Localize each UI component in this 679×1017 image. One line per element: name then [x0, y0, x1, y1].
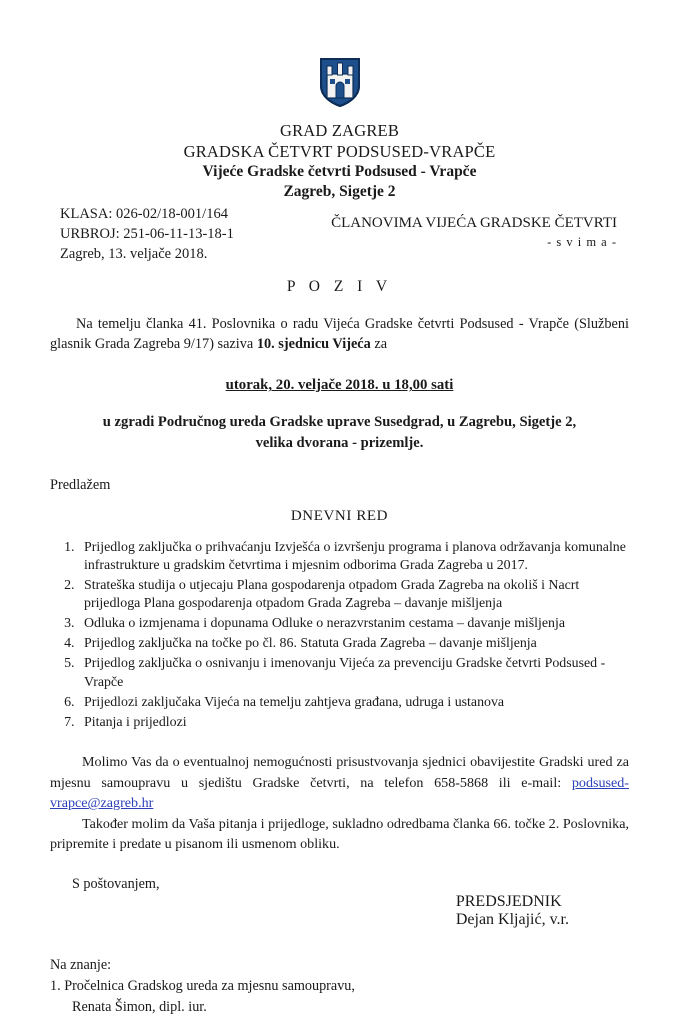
list-item: 3. Odluka o izmjenama i dopunama Odluke o nerazvrstanim cestama – davanje mišljenja — [78, 615, 629, 633]
signature-block — [0, 893, 679, 929]
city-name: GRAD ZAGREB — [279, 121, 400, 140]
zagreb-coat-of-arms-icon — [318, 56, 362, 108]
intro-text-part1: Na temelju članka 41. Poslovnika o radu Vijeća Gradske četvrti Podsused - Vrapče (Službeni glasnik Grada Zagreba 9/17) saziva — [50, 315, 629, 353]
agenda-list — [78, 539, 629, 733]
place-date-line: Zagreb, 13. veljače 2018. — [60, 246, 208, 262]
meeting-datetime-text: utorak, 20. veljače 2018. u 18,00 sati — [225, 377, 454, 394]
agenda-heading: DNEVNI RED — [290, 507, 389, 524]
list-item: 2. Strateška studija o utjecaju Plana gospodarenja otpadom Grada Zagreba na okoliš i Nacrt prijedloga Plana gospodarenja otpadom Grada Zagreba – davanje mišljenja — [78, 577, 629, 614]
addressee-subline: - s v i m a - — [547, 234, 617, 249]
council-name: Vijeće Gradske četvrti Podsused - Vrapče — [202, 163, 477, 181]
crest-container — [0, 0, 679, 113]
cc-item: 1. Pročelnica Gradskog ureda za mjesnu samoupravu, — [50, 978, 355, 995]
district-name: GRADSKA ČETVRT PODSUSED-VRAPČE — [183, 141, 496, 161]
list-item: 6. Prijedlozi zaključaka Vijeća na temelju zahtjeva građana, udruga i ustanova — [78, 694, 629, 712]
meeting-location-line1: u zgradi Područnog ureda Gradske uprave Susedgrad, u Zagrebu, Sigetje 2, — [102, 414, 577, 431]
meeting-location-line2: velika dvorana - prizemlje. — [255, 435, 424, 452]
letterhead — [0, 121, 679, 201]
cc-item-subline: Renata Šimon, dipl. iur. — [72, 998, 207, 1015]
intro-session-bold: 10. sjednicu Vijeća — [256, 336, 371, 353]
signatory-name: Dejan Kljajić, v.r. — [455, 911, 569, 929]
klasa-line: KLASA: 026-02/18-001/164 — [60, 206, 228, 222]
cc-label: Na znanje: — [50, 957, 112, 974]
regards-line: S poštovanjem, — [72, 876, 160, 893]
list-item: 7. Pitanja i prijedlozi — [78, 714, 629, 732]
signatory-role: PREDSJEDNIK — [455, 893, 562, 911]
closing-block — [50, 752, 629, 854]
intro-paragraph — [50, 314, 629, 355]
closing-paragraph-1 — [50, 752, 629, 813]
closing-paragraph-2: Također molim da Vaša pitanja i prijedloge, sukladno odredbama članka 66. točke 2. Poslovnika, pripremite i predate u pisanom ili usmenom obliku. — [50, 815, 629, 853]
intro-text-part2: za — [370, 336, 388, 353]
list-item: 5. Prijedlog zaključka o osnivanju i imenovanju Vijeća za prevenciju Gradske četvrti Podsused - Vrapče — [78, 655, 629, 692]
urbroj-line: URBROJ: 251-06-11-13-18-1 — [60, 226, 234, 242]
document-title: P O Z I V — [286, 277, 393, 295]
list-item: 1. Prijedlog zaključka o prihvaćanju Izvješća o izvršenju programa i planova održavanja komunalne infrastrukture u gradskim četvrtima i mjesnim odborima Grada Zagreba u 2017. — [78, 539, 629, 576]
addressee-line: ČLANOVIMA VIJEĆA GRADSKE ČETVRTI — [331, 215, 617, 231]
closing-text-1: Molimo Vas da o eventualnoj nemogućnosti prisustvovanja sjednici obavijestite Gradski ured za mjesnu samoupravu u sjedištu Gradske četvrti, na telefon 658-5868 ili e-mail: — [50, 754, 629, 791]
cc-block — [50, 955, 679, 1017]
meeting-location — [0, 412, 679, 454]
meeting-datetime — [0, 377, 679, 394]
council-address: Zagreb, Sigetje 2 — [283, 182, 396, 200]
proposal-lead-in: Predlažem — [50, 476, 111, 493]
list-item: 4. Prijedlog zaključka na točke po čl. 86. Statuta Grada Zagreba – davanje mišljenja — [78, 635, 629, 653]
email-link[interactable]: podsused-vrapce@zagreb.hr — [50, 774, 629, 812]
